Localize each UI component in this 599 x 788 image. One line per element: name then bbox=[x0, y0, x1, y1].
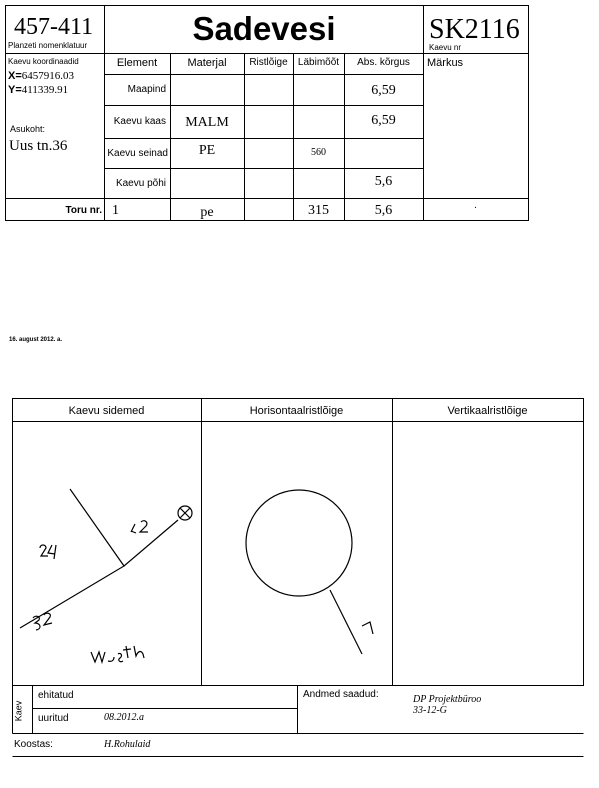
section-connections: Kaevu sidemed bbox=[68, 405, 145, 417]
x-coordinate: X=6457916.03 bbox=[8, 70, 75, 82]
location-label: Asukoht: bbox=[10, 124, 46, 134]
sketch-frame bbox=[13, 399, 584, 686]
section-vertical: Vertikaalristlõige bbox=[447, 405, 528, 417]
col-remarks: Märkus bbox=[427, 57, 464, 69]
section-horizontal: Horisontaalristlõige bbox=[249, 405, 344, 417]
surveyed-label: uuritud bbox=[38, 713, 69, 724]
well-number: SK2116 bbox=[429, 14, 520, 45]
sketch-mark-top bbox=[131, 521, 148, 533]
col-material: Materjal bbox=[187, 57, 227, 69]
pipe-number: 1 bbox=[112, 203, 119, 218]
coords-label: Kaevu koordinaadid bbox=[8, 57, 79, 66]
row-element: Kaevu põhi bbox=[115, 178, 166, 189]
kaev-label: Kaev bbox=[13, 700, 24, 722]
pipe-material: pe bbox=[200, 205, 214, 220]
pipe-line bbox=[124, 520, 178, 566]
connections-sketch bbox=[20, 489, 192, 662]
pipe-label: Toru nr. bbox=[65, 205, 102, 216]
row-element: Kaevu kaas bbox=[113, 116, 166, 127]
location-value: Uus tn.36 bbox=[9, 138, 68, 154]
compiled-label: Koostas: bbox=[14, 739, 53, 750]
surveyed-value: 08.2012.a bbox=[104, 712, 144, 723]
horizontal-sketch bbox=[246, 490, 373, 654]
nomenclature-number: 457-411 bbox=[14, 14, 94, 40]
data-from-label: Andmed saadud: bbox=[303, 689, 379, 700]
compiled-value: H.Rohulaid bbox=[104, 739, 151, 750]
row-material: PE bbox=[198, 143, 216, 158]
sketch-mark-left bbox=[40, 545, 56, 559]
pipe-remark: . bbox=[474, 200, 477, 211]
pipe-height: 5,6 bbox=[374, 203, 393, 218]
row-material: MALM bbox=[185, 115, 229, 130]
row-diameter: 560 bbox=[311, 147, 326, 158]
row-height: 6,59 bbox=[371, 83, 396, 98]
col-abs-height: Abs. kõrgus bbox=[357, 57, 410, 68]
property-boundary-line bbox=[20, 489, 124, 628]
document-date: 16. august 2012. a. bbox=[9, 337, 63, 343]
pipe-number-mark bbox=[362, 622, 373, 634]
well-cross-section bbox=[246, 490, 352, 596]
page-title: Sadevesi bbox=[192, 10, 336, 47]
y-coordinate: Y=411339.91 bbox=[8, 84, 69, 96]
row-element: Kaevu seinad bbox=[107, 148, 168, 159]
data-from-line2: 33-12-G bbox=[413, 705, 447, 716]
data-from-line1: DP Projektbüroo bbox=[413, 694, 482, 705]
col-element: Element bbox=[116, 57, 158, 69]
sketch-mark-bottom bbox=[33, 613, 52, 630]
kaev-label-box bbox=[12, 698, 32, 722]
row-height: 5,6 bbox=[374, 174, 393, 189]
col-diameter: Läbimõõt bbox=[297, 57, 340, 68]
col-cross-section: Ristlõige bbox=[249, 57, 288, 68]
street-handwriting bbox=[91, 646, 144, 662]
well-number-label: Kaevu nr bbox=[429, 43, 462, 52]
pipe-outlet bbox=[330, 590, 362, 654]
pipe-diameter: 315 bbox=[308, 203, 329, 218]
nomenclature-label: Planzeti nomenklatuur bbox=[8, 41, 88, 50]
row-height: 6,59 bbox=[371, 113, 396, 128]
built-label: ehitatud bbox=[38, 690, 74, 701]
row-element: Maapind bbox=[127, 84, 166, 95]
